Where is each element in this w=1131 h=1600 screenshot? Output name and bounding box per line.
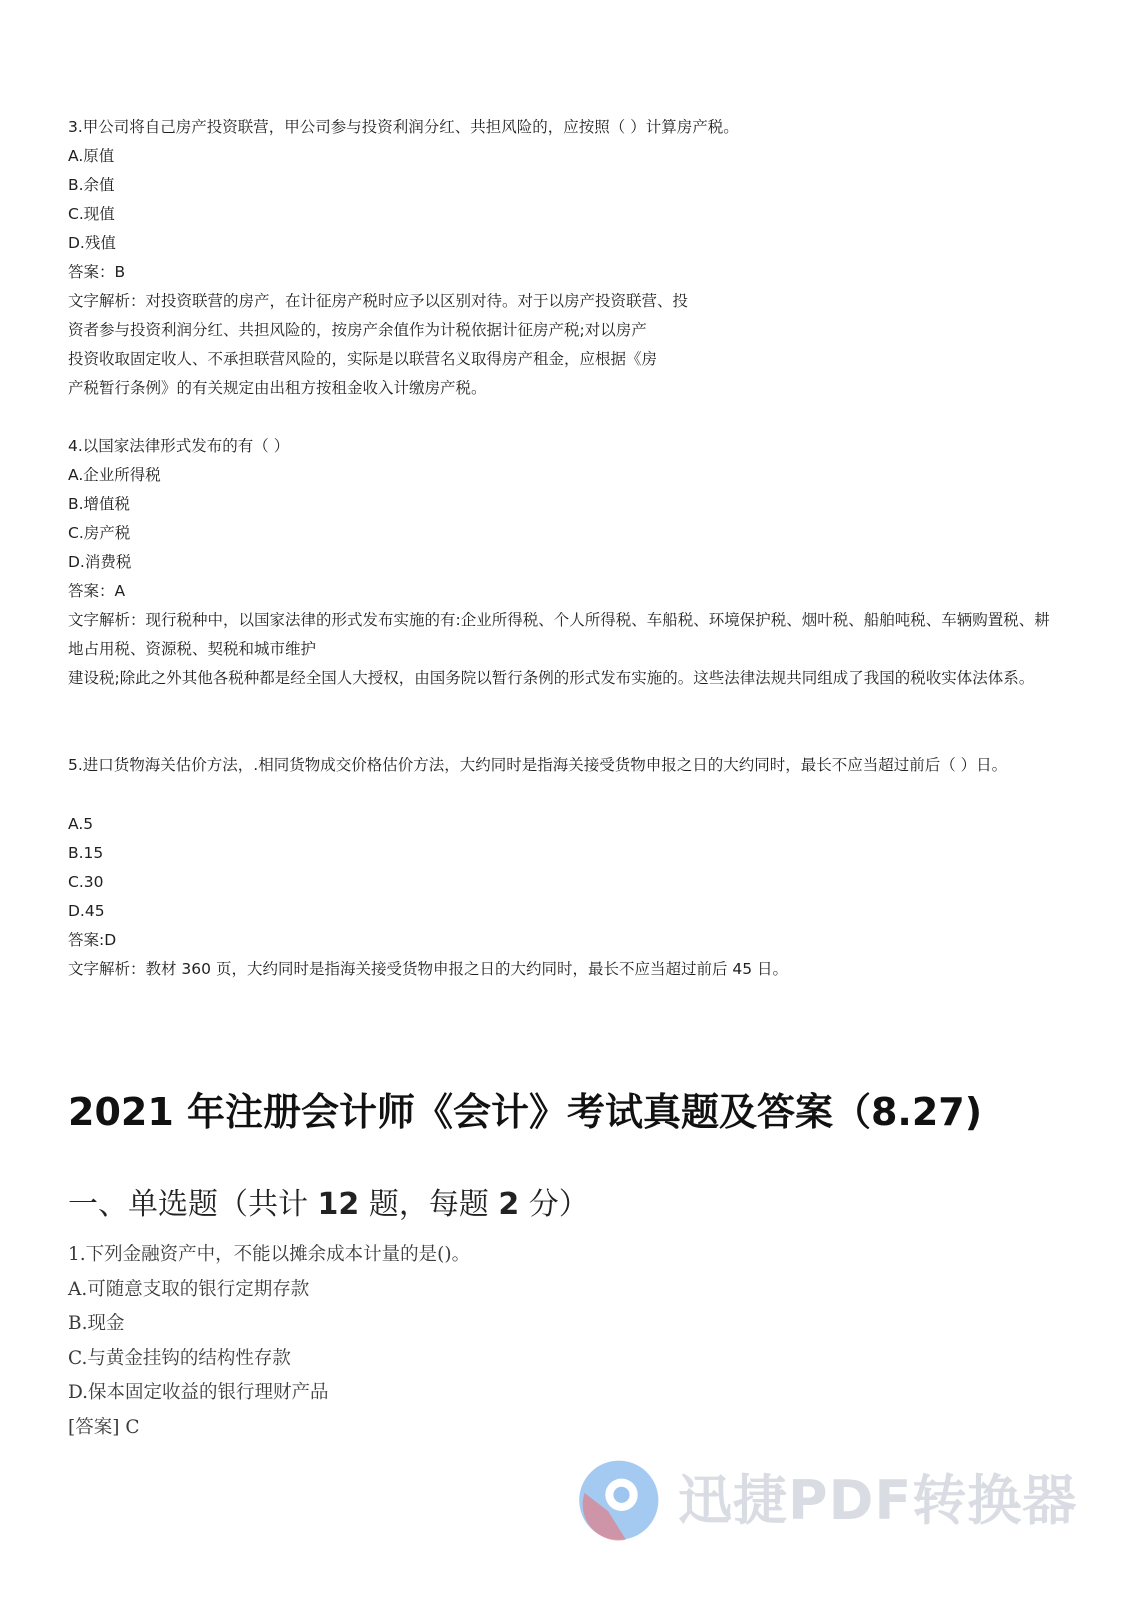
section-points: 2	[498, 1187, 520, 1222]
watermark-text: 迅捷PDF转换器	[678, 1469, 1078, 1532]
q3-answer: 答案：B	[68, 263, 126, 281]
q4-explanation-part-2: 建设税;除此之外其他各税种都是经全国人大授权，由国务院以暂行条例的形式发布实施的。这些法律法规共同组成了我国的税收实体法体系。	[68, 669, 1035, 687]
q5-answer: 答案:D	[68, 931, 117, 949]
q5-option-c: C.30	[68, 873, 104, 891]
pdf-converter-logo-icon	[572, 1457, 662, 1547]
section-title	[68, 1183, 589, 1227]
section-title-suffix: 分）	[519, 1187, 589, 1222]
q5-explanation: 文字解析：教材 360 页，大约同时是指海关接受货物申报之日的大约同时，最长不应当超过前后 45 日。	[68, 960, 789, 978]
q4-option-c: C.房产税	[68, 524, 131, 542]
s1-option-d: D.保本固定收益的银行理财产品	[68, 1382, 329, 1403]
section-title-middle: 题，每题	[359, 1187, 499, 1222]
q4-explanation-part-1: 文字解析：现行税种中，以国家法律的形式发布实施的有:企业所得税、个人所得税、车船税、环境保护税、烟叶税、船舶吨税、车辆购置税、耕地占用税、资源税、契税和城市维护	[68, 611, 1050, 658]
q4-option-a: A.企业所得税	[68, 466, 161, 484]
s1-option-a: A.可随意支取的银行定期存款	[68, 1279, 310, 1300]
q4-option-b: B.增值税	[68, 495, 131, 513]
q5-question: 5.进口货物海关估价方法，.相同货物成交价格估价方法，大约同时是指海关接受货物申报之日的大约同时，最长不应当超过前后（ ）日。	[68, 756, 1008, 774]
q3-explanation-line-3: 投资收取固定收人、不承担联营风险的，实际是以联营名义取得房产租金，应根据《房	[68, 350, 658, 368]
q3-option-a: A.原值	[68, 147, 115, 165]
q4-question: 4.以国家法律形式发布的有（ ）	[68, 437, 290, 455]
q3-explanation-line-2: 资者参与投资利润分红、共担风险的，按房产余值作为计税依据计征房产税;对以房产	[68, 321, 647, 339]
q3-explanation-line-4: 产税暂行条例》的有关规定由出租方按租金收入计缴房产税。	[68, 379, 487, 397]
s1-answer: [答案] C	[68, 1417, 140, 1438]
section-question-count: 12	[317, 1187, 360, 1222]
s1-option-c: C.与黄金挂钩的结构性存款	[68, 1348, 291, 1369]
s1-option-b: B.现金	[68, 1313, 125, 1334]
watermark	[570, 1455, 1090, 1565]
q4-option-d: D.消费税	[68, 553, 132, 571]
q5-option-d: D.45	[68, 902, 105, 920]
s1-question: 1.下列金融资产中，不能以摊余成本计量的是()。	[68, 1244, 471, 1265]
q3-option-c: C.现值	[68, 205, 115, 223]
exam-title-heading: 2021 年注册会计师《会计》考试真题及答案（8.27)	[68, 1090, 983, 1134]
q3-option-b: B.余值	[68, 176, 115, 194]
q3-question: 3.甲公司将自己房产投资联营，甲公司参与投资利润分红、共担风险的，应按照（ ）计算房产税。	[68, 118, 739, 136]
q3-explanation-line-1: 文字解析：对投资联营的房产，在计征房产税时应予以区别对待。对于以房产投资联营、投	[68, 292, 689, 310]
q4-answer: 答案：A	[68, 582, 126, 600]
q5-option-a: A.5	[68, 815, 94, 833]
q5-option-b: B.15	[68, 844, 104, 862]
section-title-prefix: 一、单选题（共计	[68, 1187, 318, 1222]
q3-option-d: D.残值	[68, 234, 116, 252]
